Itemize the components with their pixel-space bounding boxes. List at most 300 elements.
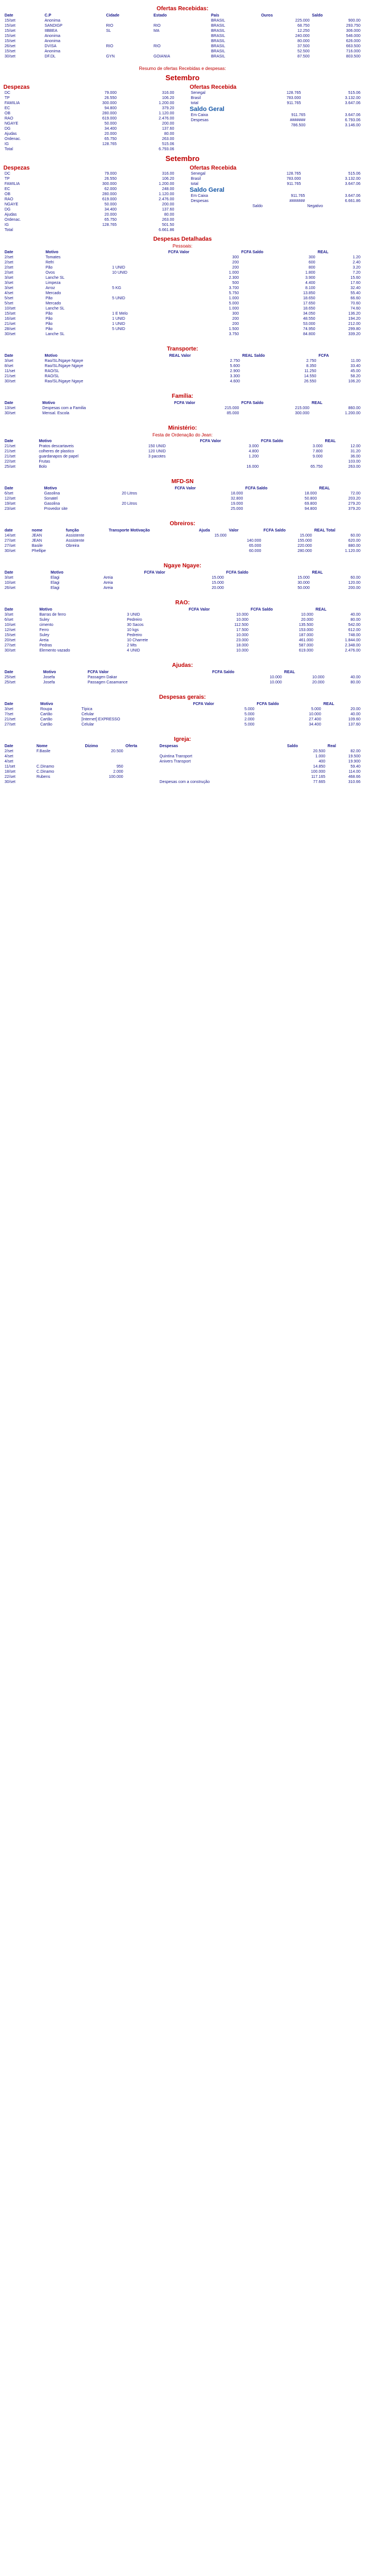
table-cell: 3.700	[229, 286, 239, 290]
table-cell	[147, 464, 199, 469]
table-cell: 26/set	[5, 586, 16, 590]
table-cell: 79.000	[104, 172, 117, 176]
table-cell: 1.800	[305, 271, 316, 275]
table-cell: 6.661.86	[345, 199, 360, 203]
ajudas-table	[3, 670, 362, 685]
table-cell: 8.350	[306, 364, 317, 368]
obreiros-title: Obreiros:	[169, 521, 196, 527]
table-cell: RAO/SL	[44, 369, 60, 373]
table-cell: BRASIL	[211, 24, 226, 28]
table-cell: Elagi	[50, 581, 60, 585]
table-cell: 542.00	[348, 623, 360, 627]
table-cell: 62.000	[104, 187, 117, 191]
column-header: REAL Total	[314, 529, 335, 533]
column-header: Date	[5, 401, 14, 405]
table-cell: BRASIL	[211, 39, 226, 43]
table-cell: 15.000	[211, 576, 224, 580]
table-cell	[84, 780, 124, 785]
table-cell: 27/set	[5, 544, 16, 548]
table-cell: 10/set	[5, 623, 16, 627]
table-cell: 30/set	[5, 649, 16, 653]
table-cell: EC	[5, 187, 10, 191]
table-cell: BRASIL	[211, 19, 226, 23]
table-cell: Assistente	[65, 534, 85, 538]
table-cell	[159, 769, 286, 774]
table-cell: TP	[5, 96, 10, 100]
table-cell: 28/set	[5, 327, 16, 331]
table-cell: Anonima	[44, 39, 60, 43]
table-cell	[111, 281, 167, 286]
table-cell: 10.000	[236, 649, 248, 653]
table-cell: 379.20	[161, 106, 175, 110]
table-cell: 31.20	[350, 450, 360, 454]
table-cell: 200	[232, 322, 239, 326]
table-cell: Mercado	[45, 302, 61, 306]
saldo-row	[190, 118, 362, 123]
table-cell	[111, 260, 167, 265]
table-cell: 17.650	[303, 302, 316, 306]
header-row	[3, 570, 362, 575]
table-cell: 26/set	[5, 44, 16, 48]
table-row	[3, 286, 362, 291]
column-header: FCFA Saldo	[261, 439, 284, 443]
column-header: Date	[5, 439, 14, 443]
column-header: REAL	[312, 401, 323, 405]
table-cell: 10/set	[5, 307, 16, 311]
table-row	[3, 454, 362, 459]
table-cell: 2.750	[306, 359, 317, 363]
table-cell: 68.750	[297, 24, 310, 28]
table-cell: Ordenac.	[5, 137, 21, 141]
table-cell: 2.348.00	[345, 644, 360, 648]
summary-row	[3, 197, 175, 202]
table-cell: 3.647.06	[345, 182, 360, 186]
ajudas-title: Ajudas:	[172, 662, 193, 669]
table-cell: 21/set	[5, 322, 16, 326]
table-cell: Provedor site	[44, 507, 68, 511]
table-cell: 200.00	[161, 122, 175, 126]
table-cell: 27/set	[5, 723, 16, 727]
mfd-title: MFD-SN	[171, 479, 194, 485]
table-cell: 225.000	[295, 19, 310, 23]
table-cell: IG	[5, 223, 9, 227]
table-cell: C.Dinamo	[36, 765, 55, 769]
table-cell: 2/set	[5, 749, 14, 753]
column-header: Nome	[36, 744, 48, 748]
table-cell	[228, 533, 263, 538]
table-row	[3, 369, 362, 374]
table-row	[3, 18, 362, 23]
table-cell: 200	[232, 266, 239, 270]
table-row	[3, 316, 362, 322]
column-header: Date	[5, 250, 14, 254]
table-cell	[152, 49, 210, 54]
table-cell: 203.20	[348, 497, 360, 501]
table-cell: Pedreiro	[127, 618, 142, 622]
summary-row	[3, 90, 175, 96]
table-cell: 117.165	[311, 775, 326, 779]
table-cell: 316.00	[161, 172, 175, 176]
table-cell: 860.00	[348, 406, 360, 410]
column-header: Ajuda	[198, 529, 210, 533]
table-cell: 80.00	[164, 132, 175, 136]
saldo-title-1: Saldo Geral	[189, 106, 225, 113]
table-cell: OB	[5, 112, 11, 116]
table-row	[3, 44, 362, 49]
table-cell: 3/set	[5, 286, 14, 290]
saldo-row	[190, 199, 362, 204]
table-cell: 65.000	[248, 544, 262, 548]
table-row	[3, 270, 362, 275]
summary-row	[3, 217, 175, 222]
table-cell: 100.000	[109, 775, 123, 779]
table-cell: 137.60	[348, 723, 360, 727]
table-cell	[159, 774, 286, 780]
table-cell: 114.00	[349, 770, 360, 774]
pessoais-label: Pessoais:	[172, 244, 193, 249]
table-cell: Em Caixa	[190, 113, 208, 117]
column-header	[111, 250, 167, 255]
column-header: REAL	[323, 702, 334, 706]
table-cell: 8.100	[305, 286, 316, 290]
column-header: Transporte Motivação	[109, 529, 150, 533]
table-cell: 1.000	[229, 271, 239, 275]
table-cell	[198, 538, 228, 543]
table-cell: 106.20	[161, 96, 175, 100]
column-header: Motivo	[39, 439, 52, 443]
table-cell: 85.000	[226, 411, 239, 415]
table-cell: 80.00	[164, 213, 175, 217]
table-cell: 65.750	[104, 218, 117, 222]
table-row	[3, 496, 362, 501]
summary-row	[190, 171, 362, 176]
table-cell: Areia	[103, 576, 113, 580]
table-cell: 300.000	[102, 182, 117, 186]
table-cell: Rao/SL/Ngaye Ngaye	[44, 380, 84, 384]
table-cell: 74.950	[303, 327, 316, 331]
table-cell: Areia	[103, 581, 113, 585]
table-cell: 17.60	[350, 281, 360, 285]
table-cell	[199, 459, 260, 464]
table-row	[3, 749, 362, 754]
spreadsheet	[0, 0, 365, 793]
table-cell: 911.765	[291, 194, 305, 198]
table-cell: Anonima	[44, 34, 60, 38]
table-cell	[64, 147, 118, 152]
table-cell: 619.000	[102, 197, 117, 201]
table-cell: 94.800	[104, 106, 117, 110]
table-cell: 3/set	[5, 707, 14, 711]
table-cell	[105, 18, 152, 23]
table-cell: 20.000	[301, 618, 314, 622]
table-cell: 546.000	[346, 34, 360, 38]
table-cell: Assistente	[65, 539, 85, 543]
table-row	[3, 281, 362, 286]
table-cell: 280.000	[102, 112, 117, 116]
ministerio-title: Ministério:	[168, 425, 197, 431]
column-header: REAL	[284, 670, 295, 674]
table-cell: 79.000	[104, 91, 117, 95]
familia-table	[3, 401, 362, 416]
table-cell: 40.00	[350, 712, 360, 716]
column-header: Date	[5, 487, 14, 491]
table-cell: 515.06	[348, 172, 360, 176]
column-header: Dízimo	[85, 744, 98, 748]
table-cell: 306.000	[346, 29, 360, 33]
table-cell: 800	[308, 266, 316, 270]
table-cell: 27/set	[5, 644, 16, 648]
column-header: Ouros	[261, 14, 273, 18]
table-cell: SL	[106, 29, 111, 33]
ministerio-subtitle: Festa de Ordenação do Jean:	[152, 432, 213, 438]
table-cell: 240.000	[295, 34, 310, 38]
table-cell: Total	[5, 228, 13, 232]
table-cell: Pão	[45, 296, 53, 300]
table-cell: 911.765	[287, 182, 301, 186]
table-cell: 30 Sacos	[127, 623, 144, 627]
table-cell: 300	[232, 312, 239, 316]
table-cell: 60.000	[248, 549, 262, 553]
table-cell: 5/set	[5, 302, 14, 306]
table-cell: 2 Mts	[127, 644, 137, 648]
column-header	[121, 486, 173, 491]
table-cell: 7.20	[352, 271, 360, 275]
table-cell: [Internet] EXPRESSO	[81, 718, 121, 722]
column-header	[147, 439, 199, 444]
table-row	[3, 643, 362, 648]
table-row	[3, 764, 362, 769]
table-cell: 379.20	[348, 507, 360, 511]
column-header: FCFA Valor	[193, 702, 214, 706]
table-row	[3, 54, 362, 59]
table-cell	[125, 774, 159, 780]
column-header: Motivo	[40, 702, 53, 706]
table-cell: 620.00	[348, 539, 360, 543]
table-cell: 300	[232, 255, 239, 259]
table-cell: IG	[5, 142, 9, 146]
table-cell: 109.60	[348, 718, 360, 722]
table-cell: 33.40	[350, 364, 360, 368]
table-cell: BRASIL	[211, 29, 226, 33]
table-cell: 120.00	[348, 581, 360, 585]
table-row	[3, 327, 362, 332]
table-cell: Mensal. Escola	[42, 411, 69, 415]
table-cell: Pratos descartaveis	[39, 444, 74, 448]
table-cell: 10.000	[309, 712, 321, 716]
table-cell: 911.765	[291, 113, 306, 117]
table-cell: 339.20	[348, 332, 360, 336]
table-row	[3, 717, 362, 722]
table-cell: 21/set	[5, 450, 16, 454]
table-cell: 3.146.00	[345, 123, 360, 127]
header-row	[3, 670, 362, 675]
table-cell	[190, 204, 251, 209]
table-cell	[35, 780, 84, 785]
table-cell: DC	[5, 172, 11, 176]
table-cell: 2.476.00	[159, 117, 175, 121]
table-row	[3, 291, 362, 296]
table-row	[3, 680, 362, 685]
table-row	[3, 769, 362, 774]
table-cell: 3.20	[352, 266, 360, 270]
saldo-row	[190, 193, 362, 199]
table-cell: Cartão	[40, 712, 52, 716]
table-cell: IIBBEA	[44, 29, 57, 33]
table-cell: 120 UNID	[148, 450, 166, 454]
table-cell: Pão	[45, 322, 53, 326]
table-cell: 1.000	[229, 307, 239, 311]
table-cell: 5.000	[311, 707, 321, 711]
table-cell: colheres de plastico	[39, 450, 74, 454]
table-row	[3, 39, 362, 44]
table-cell: 25/set	[5, 465, 16, 469]
table-cell: 34.400	[104, 127, 117, 131]
table-cell: Ferro	[39, 628, 49, 632]
table-cell: 15/set	[5, 29, 16, 33]
table-cell: Ajudas	[5, 132, 17, 136]
transporte-title: Transporte:	[167, 346, 198, 352]
table-cell	[64, 228, 118, 233]
table-cell	[107, 543, 198, 549]
column-header: Saldo	[312, 14, 323, 18]
summary-row	[3, 131, 175, 137]
table-cell	[152, 34, 210, 39]
table-cell: 3.132.00	[345, 177, 360, 181]
table-cell: Ovos	[45, 271, 55, 275]
table-cell	[159, 764, 286, 769]
table-row	[3, 260, 362, 265]
table-row	[3, 549, 362, 554]
table-cell: BRASIL	[211, 44, 226, 48]
table-cell: 500	[232, 281, 239, 285]
table-cell: Despesas	[190, 199, 209, 203]
summary-row	[3, 126, 175, 131]
table-cell: Ordenac.	[5, 218, 21, 222]
table-row	[3, 712, 362, 717]
table-cell: 1.500	[229, 327, 239, 331]
summary-row	[3, 187, 175, 192]
ofertas-label-2: Ofertas Recebida	[189, 165, 237, 171]
table-cell: 1.000	[315, 755, 326, 759]
table-cell	[107, 549, 198, 554]
table-cell: Frutas	[39, 460, 51, 464]
table-cell: 2.300	[229, 276, 239, 280]
table-cell: 4 UNID	[127, 649, 140, 653]
table-cell: 3.000	[248, 444, 259, 448]
mfd-table	[3, 486, 362, 512]
header-row	[3, 401, 362, 406]
table-cell: 137.60	[161, 127, 175, 131]
table-cell: 50.000	[104, 122, 117, 126]
table-cell: 15.000	[211, 581, 224, 585]
column-header: País	[211, 14, 219, 18]
table-cell: 12.250	[297, 29, 310, 33]
table-cell: Ajudas	[5, 213, 17, 217]
table-cell: total	[190, 182, 198, 186]
table-cell: 15.000	[300, 534, 312, 538]
familia-title: Família:	[172, 393, 193, 399]
header-row	[3, 250, 362, 255]
despezas-label-1: Despezas	[3, 84, 30, 90]
table-cell: 60.00	[350, 576, 360, 580]
table-cell: 1.200.00	[345, 411, 360, 415]
table-cell: 194.20	[348, 317, 360, 321]
table-row	[3, 648, 362, 653]
table-row	[3, 464, 362, 469]
table-cell: DF.DL	[44, 55, 56, 59]
table-row	[3, 28, 362, 34]
detalhadas-title: Despesas Detalhadas	[153, 236, 212, 242]
table-cell	[35, 759, 84, 764]
table-cell: 4.600	[230, 380, 240, 384]
table-cell: 20.000	[312, 681, 325, 685]
table-row	[3, 543, 362, 549]
table-cell: Lanche SL	[45, 276, 65, 280]
column-header: FCFA Saldo	[263, 529, 286, 533]
table-cell: 15/set	[5, 19, 16, 23]
column-header: Date	[5, 608, 14, 612]
table-cell: Senegal	[190, 91, 206, 95]
table-cell: 137.60	[161, 208, 175, 212]
table-cell: JEAN	[31, 534, 42, 538]
table-cell: 5.000	[244, 712, 255, 716]
table-cell: 18.650	[303, 296, 316, 300]
summary-row	[190, 176, 362, 182]
column-header: Saldo	[287, 744, 298, 748]
table-cell: 21/set	[5, 718, 16, 722]
table-row	[3, 301, 362, 306]
table-cell: 2.000	[113, 770, 123, 774]
obreiros-table	[3, 528, 362, 554]
table-cell: 911.765	[287, 101, 301, 105]
table-cell: 20.000	[104, 132, 117, 136]
table-cell: 5.750	[229, 291, 239, 295]
column-header: função	[65, 529, 79, 533]
table-cell: Em Caixa	[190, 194, 208, 198]
table-cell: 3/set	[5, 276, 14, 280]
table-cell: 15.60	[350, 276, 360, 280]
table-cell	[190, 123, 252, 128]
table-cell: 8/set	[5, 364, 14, 368]
table-cell: Barras de ferro	[39, 613, 66, 617]
table-cell: Elagi	[50, 586, 60, 590]
table-row	[3, 296, 362, 301]
table-cell: Pão	[45, 327, 53, 331]
table-cell: 128.765	[102, 223, 117, 227]
table-row	[3, 754, 362, 759]
table-cell: Elagi	[50, 576, 60, 580]
table-cell: 15/set	[5, 50, 16, 53]
table-cell: 1 UNID	[112, 317, 126, 321]
table-cell: 3/set	[5, 613, 14, 617]
ministerio-table	[3, 439, 362, 469]
summary-row	[3, 228, 175, 233]
table-cell	[107, 538, 198, 543]
table-cell: Pedreiro	[127, 633, 142, 637]
table-cell: 3.647.06	[345, 113, 360, 117]
summary-row	[3, 192, 175, 197]
table-cell	[152, 39, 210, 44]
table-cell	[260, 459, 323, 464]
table-cell: Brasil	[190, 177, 201, 181]
table-cell: 15/set	[5, 312, 16, 316]
table-row	[3, 275, 362, 281]
table-cell: 14.550	[304, 374, 317, 378]
table-cell: 30/set	[5, 780, 16, 784]
table-cell: 34.400	[309, 723, 321, 727]
table-cell: Areia	[103, 586, 113, 590]
table-cell: Gasolina	[44, 502, 60, 506]
